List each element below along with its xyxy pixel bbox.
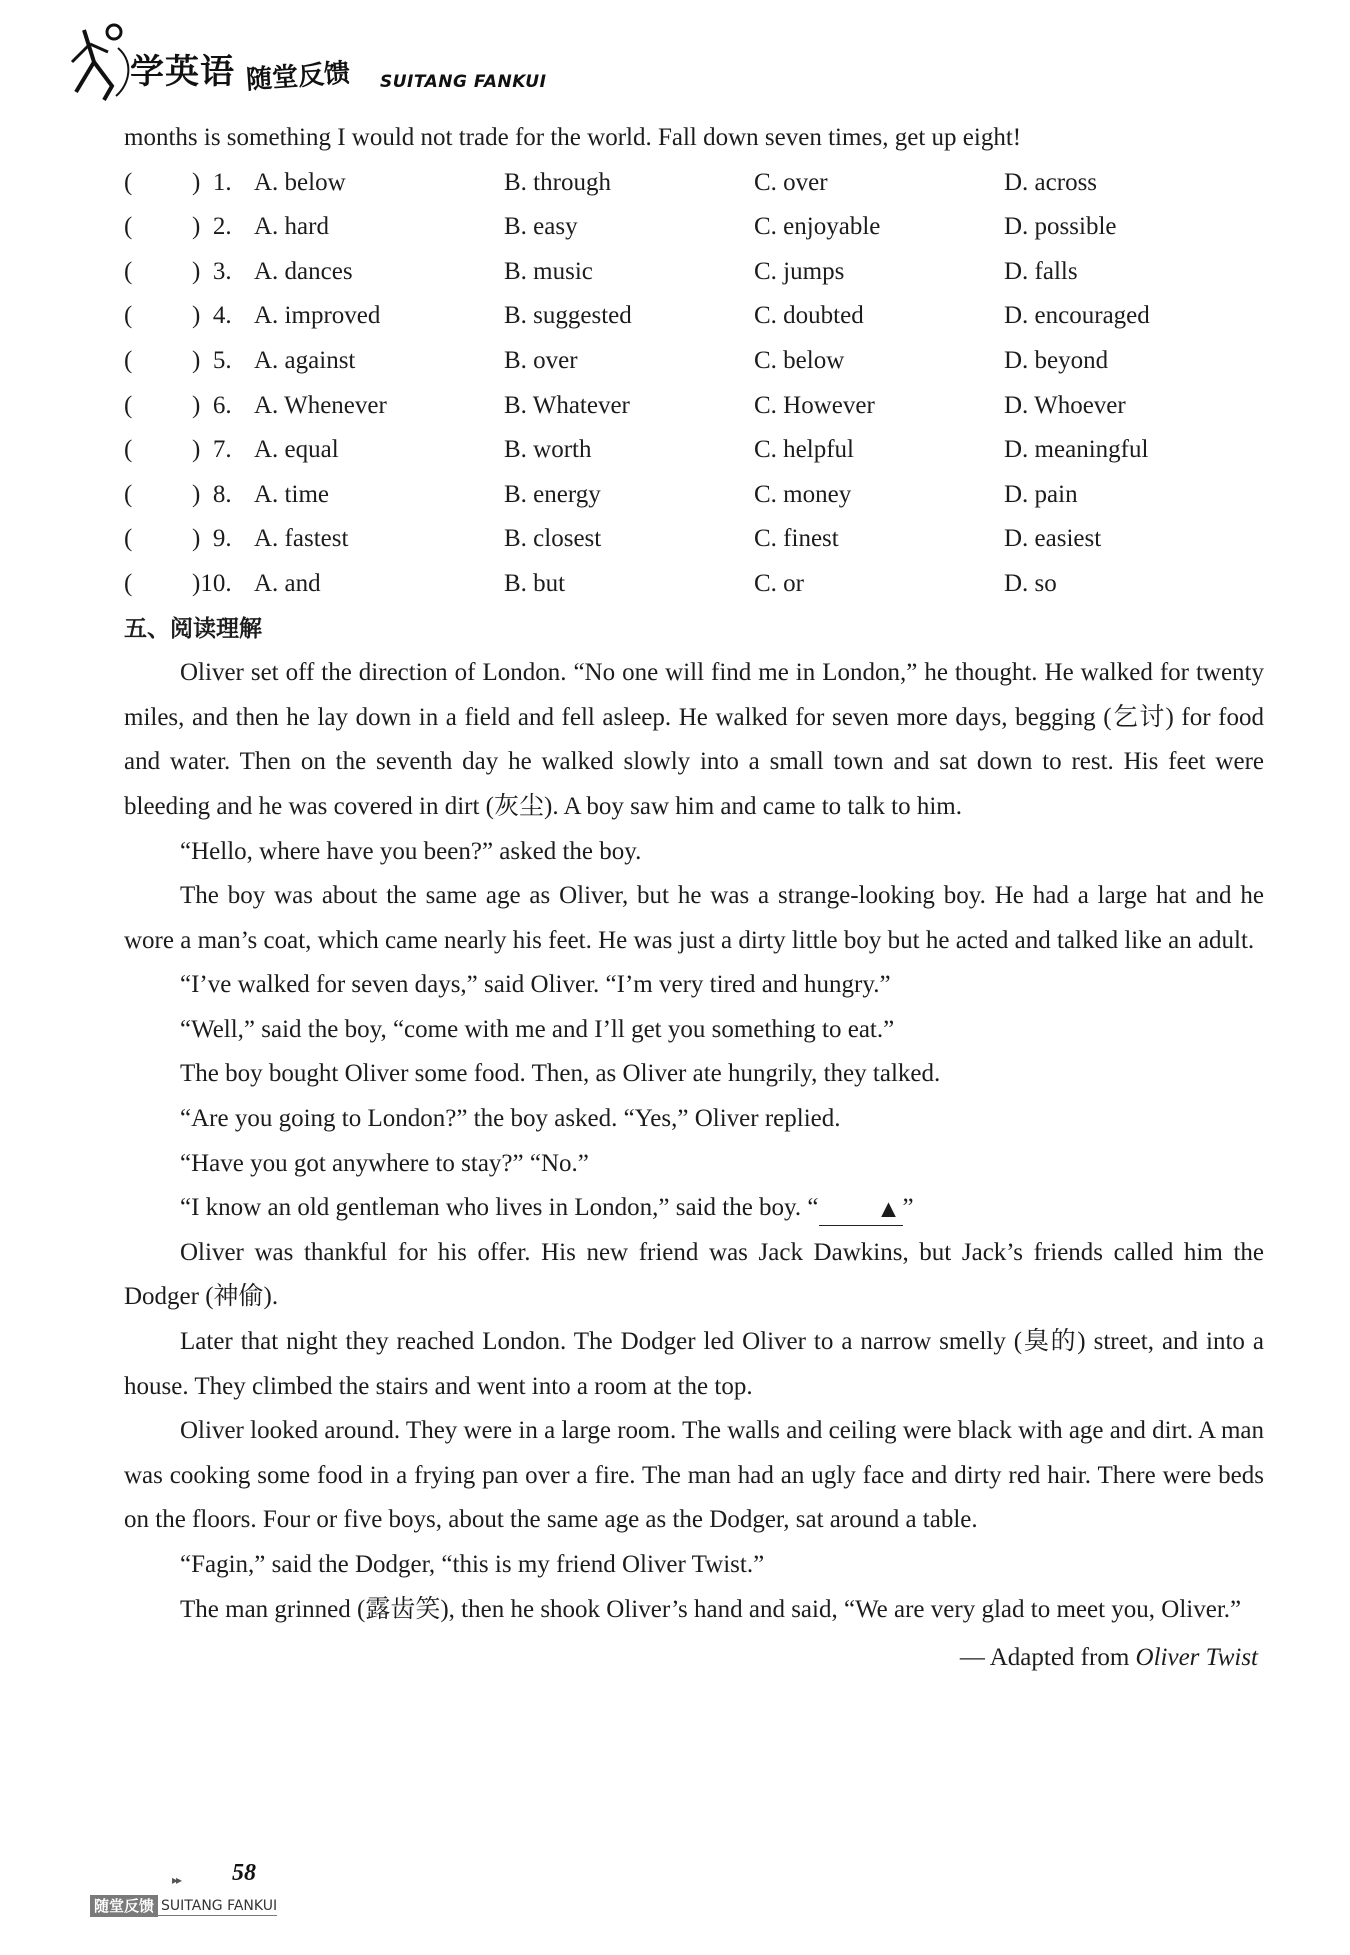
paragraph: Later that night they reached London. The Dodger led Oliver to a narrow smelly (臭的) street, and into a house. They climbed the stairs and went into a room at the top. [124,1328,1264,1400]
paragraph: Oliver was thankful for his offer. His new friend was Jack Dawkins, but Jack’s friends called him the Dodger (神偷). [124,1238,1264,1311]
source-prefix: — Adapted from [959,1644,1136,1672]
question-number: ) 7. [192,436,232,464]
paragraph: The boy bought Oliver some food. Then, as Oliver ate hungrily, they talked. [180,1060,941,1088]
answer-paren[interactable]: ( [124,525,133,553]
blank-sentence: “I know an old gentleman who lives in London,” said the boy. “ [180,1194,819,1222]
option-c: C. money [754,480,852,508]
answer-paren[interactable]: ( [124,257,133,285]
option-b: B. but [504,569,566,597]
page-header [58,16,558,106]
question-row [124,562,1264,607]
paragraph: Oliver set off the direction of London. “No one will find me in London,” he thought. He walked for twenty miles, and then he lay down in a field and fell asleep. He walked for seven more days, begging (乞讨) for food and water. Then on the seventh day he walked slowly into a small town and sat down to rest. His feet were bleeding and he was covered in dirt (灰尘). A boy saw him and came to talk to him. [124,659,1264,820]
answer-paren[interactable]: ( [124,168,133,196]
logo-english: SUITANG FANKUI [380,72,547,92]
option-a: A. below [254,168,346,196]
option-a: A. time [254,480,329,508]
option-b: B. over [504,346,578,374]
option-a: A. and [254,569,321,597]
page-number: 58 [232,1860,256,1886]
answer-paren[interactable]: ( [124,436,133,464]
paragraph-with-blank [124,1186,1264,1231]
paragraph: The boy was about the same age as Oliver, but he was a strange-looking boy. He had a large hat and he wore a man’s coat, which came nearly his feet. He was just a dirty little boy but he acted and talked like an adult. [124,882,1264,954]
question-row [124,339,1264,384]
question-number: ) 3. [192,257,232,285]
question-row [124,294,1264,339]
option-b: B. music [504,257,593,285]
question-number: ) 2. [192,213,232,241]
paragraph: “I’ve walked for seven days,” said Oliver. “I’m very tired and hungry.” [180,971,891,999]
option-b: B. easy [504,213,578,241]
question-number: ) 6. [192,391,232,419]
option-d: D. falls [1004,257,1078,285]
option-c: C. enjoyable [754,213,881,241]
answer-paren[interactable]: ( [124,391,133,419]
option-b: B. Whatever [504,391,630,419]
footer-label-zh: 随堂反馈 [90,1895,158,1917]
option-a: A. improved [254,302,381,330]
option-b: B. closest [504,525,602,553]
option-d: D. so [1004,569,1057,597]
question-number: ) 8. [192,480,232,508]
closing-quote: ” [902,1194,914,1222]
option-a: A. equal [254,436,339,464]
logo-title: 学英语 [130,52,235,92]
question-row [124,205,1264,250]
option-b: B. energy [504,480,601,508]
paragraph: The man grinned (露齿笑), then he shook Oliver’s hand and said, “We are very glad to meet you, Oliver.” [180,1595,1242,1623]
runner-logo-icon [64,22,134,102]
answer-paren[interactable]: ( [124,569,133,597]
paragraph: Oliver looked around. They were in a large room. The walls and ceiling were black with age and dirt. A man was cooking some food in a frying pan over a fire. The man had an ugly face and dirty red hair. There were beds on the floors. Four or five boys, about the same age as the Dodger, sat around a table. [124,1417,1264,1534]
option-b: B. through [504,168,611,196]
question-number: ) 4. [192,302,232,330]
option-a: A. dances [254,257,353,285]
option-b: B. worth [504,436,592,464]
answer-paren[interactable]: ( [124,346,133,374]
option-c: C. or [754,569,804,597]
section-title: 五、阅读理解 [124,615,262,642]
option-d: D. meaningful [1004,436,1149,464]
answer-paren[interactable]: ( [124,302,133,330]
footer-arrows-icon: ▸▸ [172,1873,181,1887]
paragraph: “Are you going to London?” the boy asked. “Yes,” Oliver replied. [180,1105,841,1133]
paragraph: “Fagin,” said the Dodger, “this is my friend Oliver Twist.” [180,1551,765,1578]
answer-paren[interactable]: ( [124,213,133,241]
footer-label [90,1895,277,1917]
option-c: C. over [754,168,828,196]
option-d: D. across [1004,168,1098,196]
source-credit [124,1636,1264,1681]
option-a: A. fastest [254,525,349,553]
option-c: C. below [754,346,845,374]
intro-line: months is something I would not trade for the world. Fall down seven times, get up eight! [124,124,1022,151]
option-c: C. helpful [754,436,854,464]
page-body [124,116,1264,1681]
question-row [124,250,1264,295]
question-row [124,517,1264,562]
logo-subtitle: 随堂反馈 [245,58,352,96]
option-d: D. Whoever [1004,391,1126,419]
question-number: ) 1. [192,168,232,196]
option-d: D. easiest [1004,525,1102,553]
answer-blank[interactable] [819,1195,903,1226]
footer-label-en: SUITANG FANKUI [158,1897,277,1916]
option-d: D. possible [1004,213,1117,241]
paragraph: “Have you got anywhere to stay?” “No.” [180,1149,589,1177]
triangle-marker: ▲ [876,1196,901,1224]
option-a: A. Whenever [254,391,387,419]
question-row [124,161,1264,206]
option-a: A. hard [254,213,329,241]
question-number: )10. [192,569,232,597]
question-number: ) 9. [192,525,232,553]
question-row [124,428,1264,473]
paragraph: “Well,” said the boy, “come with me and I’ll get you something to eat.” [180,1015,895,1043]
option-d: D. pain [1004,480,1078,508]
question-number: ) 5. [192,346,232,374]
answer-paren[interactable]: ( [124,480,133,508]
reading-passage [124,651,1264,1632]
option-c: C. finest [754,525,839,553]
option-b: B. suggested [504,302,632,330]
option-a: A. against [254,346,356,374]
option-c: C. jumps [754,257,845,285]
question-row [124,473,1264,518]
question-row [124,384,1264,429]
paragraph: “Hello, where have you been?” asked the boy. [180,837,642,865]
option-c: C. doubted [754,302,864,330]
question-list [124,161,1264,607]
option-c: C. However [754,391,875,419]
option-d: D. beyond [1004,346,1109,374]
source-title: Oliver Twist [1135,1644,1258,1672]
option-d: D. encouraged [1004,302,1150,330]
